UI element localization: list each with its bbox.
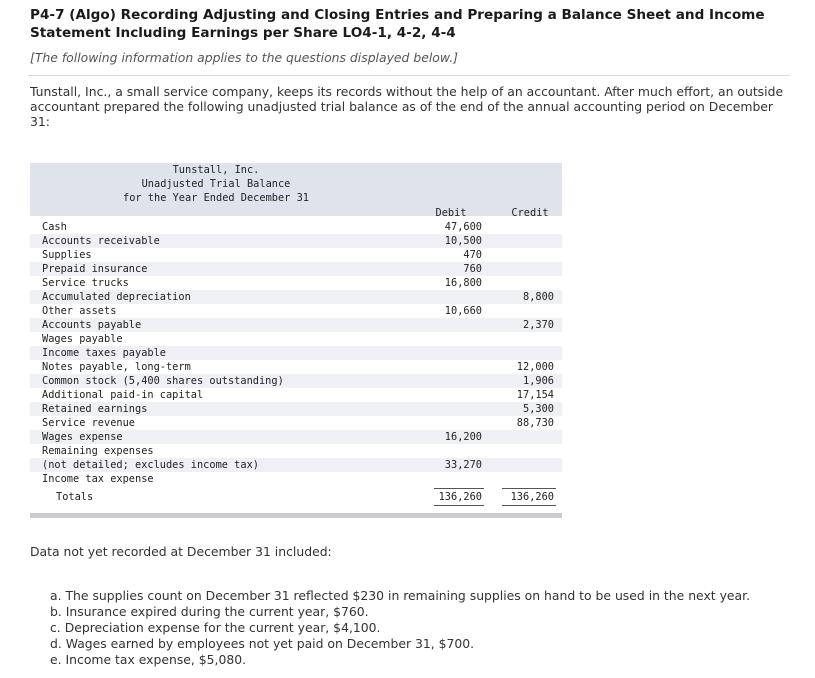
applies-note: [The following information applies to the questions displayed below.]: [30, 50, 458, 65]
total-credit: 136,260: [510, 491, 554, 503]
debit-amount: 10,660: [444, 305, 482, 317]
debit-amount: 760: [463, 263, 482, 275]
account-name: Wages payable: [42, 333, 123, 345]
account-name: Accounts receivable: [42, 235, 160, 247]
table-row: [30, 388, 562, 402]
account-name: Supplies: [42, 249, 92, 261]
table-row: [30, 416, 562, 430]
table-row: [30, 248, 562, 262]
debit-amount: 470: [463, 249, 482, 261]
total-debit: 136,260: [438, 491, 482, 503]
list-item: e. Income tax expense, $5,080.: [50, 652, 247, 667]
data-not-recorded-text: Data not yet recorded at December 31 included:: [30, 544, 332, 559]
account-name: Wages expense: [42, 431, 123, 443]
table-row: [30, 332, 562, 346]
table-row: [30, 458, 562, 472]
table-row: [30, 220, 562, 234]
trial-balance-table: [30, 163, 562, 518]
debit-amount: 16,800: [444, 277, 482, 289]
table-row: [30, 360, 562, 374]
list-item: a. The supplies count on December 31 reflected $230 in remaining supplies on hand to be used in the next year.: [50, 588, 751, 603]
account-name: Accounts payable: [42, 319, 142, 331]
company-name: Tunstall, Inc.: [172, 164, 260, 176]
debit-amount: 47,600: [444, 221, 482, 233]
debit-total-underline: [434, 505, 484, 506]
divider: [28, 75, 790, 76]
intro-paragraph: Tunstall, Inc., a small service company, keeps its records without the help of an accountant. After much effort, an outside accountant prepared the following unadjusted trial balance as of the end of the annual accounting period on December 31:: [30, 84, 784, 129]
account-name: Notes payable, long-term: [42, 361, 191, 373]
list-item: b. Insurance expired during the current year, $760.: [50, 604, 369, 619]
credit-amount: 8,800: [523, 291, 554, 303]
credit-amount: 1,906: [523, 375, 554, 387]
problem-title: P4-7 (Algo) Recording Adjusting and Closing Entries and Preparing a Balance Sheet and Income Statement Including Earnings per Share LO4-1, 4-2, 4-4: [30, 7, 765, 41]
debit-header: Debit: [435, 207, 467, 219]
debit-amount: 33,270: [444, 459, 482, 471]
credit-amount: 5,300: [523, 403, 554, 415]
debit-total-rule: [434, 488, 484, 489]
table-row: [30, 318, 562, 332]
account-name: Accumulated depreciation: [42, 291, 191, 303]
credit-header: Credit: [511, 207, 549, 219]
table-row: [30, 304, 562, 318]
table-row: [30, 472, 562, 486]
table-row: [30, 234, 562, 248]
debit-amount: 16,200: [444, 431, 482, 443]
account-name: Service revenue: [42, 417, 135, 429]
table-row: [30, 402, 562, 416]
debit-amount: 10,500: [444, 235, 482, 247]
table-row: [30, 430, 562, 444]
account-name: Income tax expense: [42, 473, 154, 485]
table-bottom-bar: [30, 513, 562, 518]
account-name: Income taxes payable: [42, 347, 166, 359]
account-name: (not detailed; excludes income tax): [42, 459, 259, 471]
statement-period: for the Year Ended December 31: [123, 192, 309, 204]
credit-amount: 2,370: [523, 319, 554, 331]
credit-total-underline: [502, 505, 556, 506]
account-name: Cash: [42, 221, 67, 233]
table-row: [30, 346, 562, 360]
table-row: [30, 262, 562, 276]
account-name: Additional paid-in capital: [42, 389, 204, 401]
list-item: d. Wages earned by employees not yet paid on December 31, $700.: [50, 636, 475, 651]
credit-amount: 12,000: [516, 361, 554, 373]
account-name: Common stock (5,400 shares outstanding): [42, 375, 284, 387]
account-name: Remaining expenses: [42, 445, 154, 457]
table-row: [30, 276, 562, 290]
account-name: Prepaid insurance: [42, 263, 148, 275]
table-row: [30, 444, 562, 458]
table-row: [30, 290, 562, 304]
credit-total-rule: [502, 488, 556, 489]
totals-label: Totals: [56, 491, 94, 503]
table-row: [30, 374, 562, 388]
credit-amount: 88,730: [516, 417, 554, 429]
account-name: Service trucks: [42, 277, 129, 289]
totals-row: [30, 490, 562, 504]
trial-balance-header: [30, 163, 562, 216]
list-item: c. Depreciation expense for the current year, $4,100.: [50, 620, 381, 635]
credit-amount: 17,154: [516, 389, 554, 401]
adjustment-list: [50, 588, 750, 668]
statement-name: Unadjusted Trial Balance: [141, 178, 291, 190]
account-name: Retained earnings: [42, 403, 148, 415]
account-name: Other assets: [42, 305, 117, 317]
